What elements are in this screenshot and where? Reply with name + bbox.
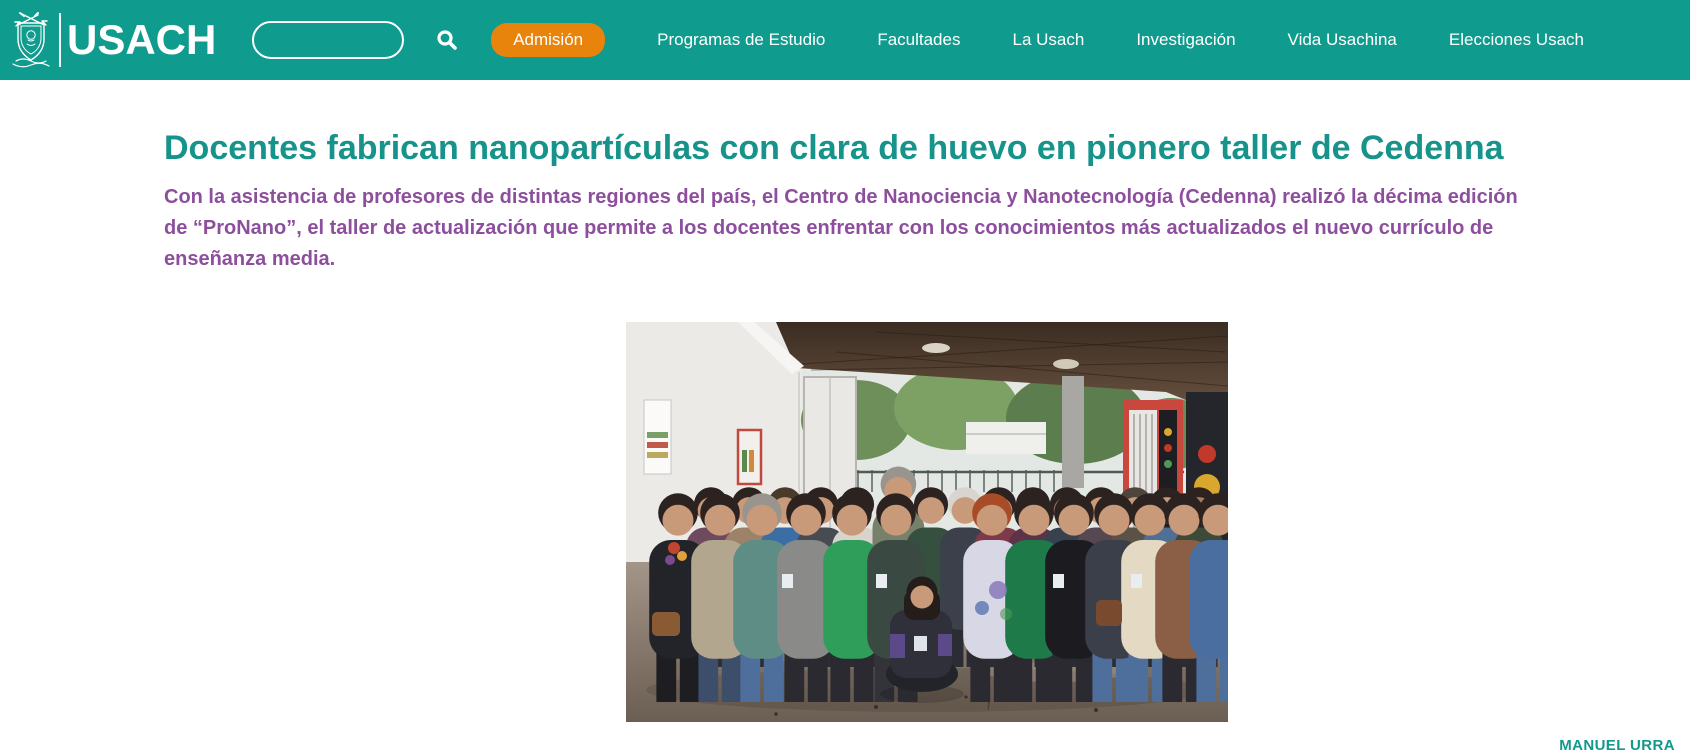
article-lead: Con la asistencia de profesores de distintas regiones del país, el Centro de Nanociencia y Nanotecnología (Cedenna) realizó la décima edición de “ProNano”, el taller de actualización que permite a los docentes enfrentar con los conocimientos más actualizados el nuevo currículo de enseñanza media. [164, 186, 1518, 270]
photo-credit: MANUEL URRA [1559, 737, 1675, 754]
search-input[interactable] [252, 21, 404, 59]
nav-item-programas-de-estudio[interactable]: Programas de Estudio [657, 30, 826, 49]
nav-item-admision[interactable]: Admisión [491, 23, 605, 57]
nav-item-vida-usachina[interactable]: Vida Usachina [1287, 30, 1397, 49]
nav-item-facultades[interactable]: Facultades [877, 30, 961, 49]
logo-wordmark: USACH [67, 16, 217, 63]
top-navigation-bar [0, 0, 1690, 80]
article-title: Docentes fabrican nanopartículas con clara de huevo en pionero taller de Cedenna [164, 129, 1504, 167]
nav-item-elecciones-usach[interactable]: Elecciones Usach [1448, 30, 1584, 49]
search-button[interactable] [436, 29, 458, 51]
main-navigation [491, 23, 1584, 57]
usach-logo[interactable] [8, 11, 216, 69]
logo-divider [59, 13, 61, 67]
group-photo-illustration [626, 322, 1228, 722]
search-icon [436, 29, 458, 51]
nav-item-investigacion[interactable]: Investigación [1136, 30, 1236, 49]
usach-crest-icon [8, 11, 54, 69]
article-photo [626, 322, 1228, 722]
nav-item-la-usach[interactable]: La Usach [1012, 30, 1085, 49]
article-page [0, 128, 1690, 722]
